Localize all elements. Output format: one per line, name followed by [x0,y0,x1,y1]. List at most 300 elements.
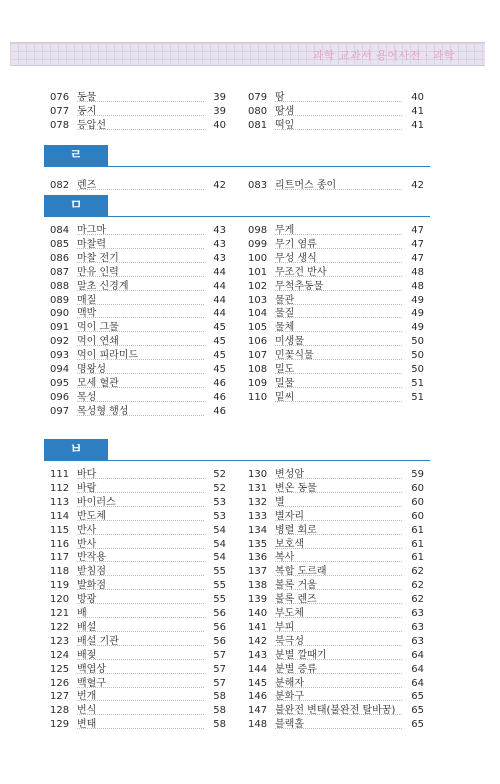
entry-number: 143 [248,649,268,661]
entry-number: 102 [248,280,268,292]
entry-term: 변성암 [275,469,304,480]
entry-page: 59 [411,469,424,480]
index-entry[interactable] [50,551,226,565]
entry-page: 58 [213,705,226,717]
entry-term: 렌즈 [77,180,97,191]
index-entry[interactable] [248,105,424,119]
index-entry[interactable] [50,677,226,691]
entry-number: 139 [248,594,268,606]
entry-term: 부도체 [275,608,304,619]
entry-term: 목성형 행성 [77,405,129,417]
leader-dots [275,101,402,102]
entry-term: 무척추동물 [275,280,324,292]
entry-term: 물체 [275,322,295,334]
entry-term: 복사 [275,552,295,564]
entry-number: 083 [248,180,268,191]
entry-term: 먹이 연쇄 [77,336,119,348]
section-letter-tab: ㅂ [44,439,108,461]
entry-term: 분별 증류 [275,663,317,675]
entry-term: 리트머스 종이 [275,180,337,191]
entry-page: 47 [411,225,424,236]
entry-number: 110 [248,391,268,403]
entry-number: 091 [50,322,70,334]
index-entry[interactable] [50,538,226,552]
entry-term: 배젖 [77,649,97,661]
entry-number: 111 [50,469,70,480]
entry-term: 분별 깔때기 [275,649,327,661]
entry-term: 목성 [77,391,97,403]
entry-term: 반도체 [77,510,106,522]
index-entry[interactable] [50,321,226,335]
entry-number: 080 [248,105,268,117]
entry-term: 반사 [77,524,97,536]
index-entry[interactable] [248,91,424,105]
entry-page: 41 [411,105,424,117]
entry-page: 52 [213,482,226,494]
entry-number: 132 [248,496,268,508]
entry-page: 51 [411,391,424,403]
entry-number: 109 [248,377,268,389]
entry-number: 098 [248,225,268,236]
index-entry[interactable] [248,363,424,377]
entry-number: 082 [50,180,70,191]
entry-term: 맥박 [77,308,97,320]
top-margin [0,0,500,40]
index-entry[interactable] [50,649,226,663]
index-entry[interactable] [50,621,226,635]
entry-term: 배 [77,608,87,619]
entry-term: 발화점 [77,580,106,592]
index-entry[interactable] [50,635,226,649]
entry-term: 번식 [77,705,97,717]
entry-page: 60 [411,510,424,522]
entry-number: 141 [248,621,268,633]
entry-number: 142 [248,635,268,647]
entry-number: 136 [248,552,268,564]
entry-page: 61 [411,524,424,536]
index-entry[interactable] [50,335,226,349]
entry-number: 088 [50,280,70,292]
index-entry[interactable] [50,280,226,294]
entry-term: 떡잎 [275,119,295,131]
entry-page: 50 [411,350,424,362]
entry-page: 48 [411,266,424,278]
entry-page: 40 [213,119,226,131]
section-header [44,145,430,167]
index-entry[interactable] [50,524,226,538]
running-header [10,42,485,66]
index-entry[interactable] [248,621,424,635]
entry-page: 50 [411,336,424,348]
index-entry[interactable] [50,91,226,105]
entry-number: 093 [50,350,70,362]
entry-page: 39 [213,105,226,117]
index-entry[interactable] [50,704,226,718]
entry-number: 118 [50,566,70,578]
entry-page: 64 [411,677,424,689]
entry-page: 44 [213,280,226,292]
section-rule [108,166,430,167]
entry-page: 49 [411,322,424,334]
section-rule [108,216,430,217]
index-entry[interactable] [50,579,226,593]
index-entry[interactable] [50,718,226,732]
index-entry[interactable] [50,105,226,119]
entry-page: 62 [411,594,424,606]
section-letter-tab: ㅁ [44,195,108,217]
entry-page: 61 [411,538,424,550]
entry-page: 54 [213,538,226,550]
index-entry[interactable] [50,468,226,482]
index-entry[interactable] [50,663,226,677]
index-entry[interactable] [50,496,226,510]
entry-term: 밑씨 [275,391,295,403]
entry-number: 076 [50,92,70,103]
index-entry[interactable] [248,321,424,335]
entry-page: 63 [411,635,424,647]
index-entry[interactable] [50,179,226,193]
running-header-title: 과학 교과서 용어사전 · 과학 [312,49,455,62]
section-rule [108,460,430,461]
entry-number: 122 [50,621,70,633]
index-entry[interactable] [50,391,226,405]
entry-number: 100 [248,252,268,264]
entry-number: 105 [248,322,268,334]
entry-term: 무조건 반사 [275,266,327,278]
entry-number: 086 [50,252,70,264]
entry-page: 43 [213,225,226,236]
index-entry[interactable] [248,718,424,732]
index-entry[interactable] [248,524,424,538]
entry-number: 128 [50,705,70,717]
index-entry[interactable] [50,482,226,496]
entry-number: 123 [50,635,70,647]
entry-number: 137 [248,566,268,578]
entry-number: 096 [50,391,70,403]
entry-page: 55 [213,580,226,592]
entry-number: 084 [50,225,70,236]
index-entry[interactable] [248,690,424,704]
entry-number: 135 [248,538,268,550]
entry-term: 미생물 [275,336,304,348]
entry-number: 106 [248,336,268,348]
entry-term: 별 [275,496,285,508]
entry-page: 49 [411,294,424,306]
index-entry[interactable] [50,349,226,363]
index-entry[interactable] [50,307,226,321]
entry-term: 병렬 회로 [275,524,317,536]
section-header [44,195,430,217]
entry-number: 079 [248,92,268,103]
index-entry[interactable] [50,405,226,419]
entry-page: 58 [213,719,226,731]
entry-term: 방광 [77,594,97,606]
entry-term: 배설 기관 [77,635,119,647]
entry-number: 107 [248,350,268,362]
index-entry[interactable] [248,280,424,294]
entry-number: 145 [248,677,268,689]
entry-page: 44 [213,266,226,278]
entry-page: 57 [213,649,226,661]
entry-term: 배설 [77,621,97,633]
index-entry[interactable] [50,565,226,579]
index-entry[interactable] [248,238,424,252]
entry-page: 42 [411,180,424,191]
entry-page: 51 [411,377,424,389]
entry-page: 63 [411,621,424,633]
index-entry[interactable] [248,335,424,349]
entry-number: 081 [248,119,268,131]
entry-page: 65 [411,705,424,717]
entry-term: 백혈구 [77,677,106,689]
entry-page: 44 [213,294,226,306]
index-entry[interactable] [50,690,226,704]
entry-number: 131 [248,482,268,494]
entry-number: 117 [50,552,70,564]
entry-page: 60 [411,482,424,494]
entry-term: 받침점 [77,566,106,578]
entry-page: 56 [213,635,226,647]
entry-number: 147 [248,705,268,717]
entry-number: 094 [50,364,70,375]
entry-number: 104 [248,308,268,320]
entry-page: 43 [213,238,226,250]
entry-page: 61 [411,552,424,564]
entry-page: 55 [213,566,226,578]
entry-page: 47 [411,238,424,250]
index-entry[interactable] [248,307,424,321]
entry-term: 복합 도르래 [275,566,327,578]
entry-number: 077 [50,105,70,117]
index-entry[interactable] [248,677,424,691]
entry-number: 097 [50,405,70,417]
entry-page: 45 [213,364,226,375]
index-entry[interactable] [248,538,424,552]
entry-term: 동지 [77,105,97,117]
entry-term: 등압선 [77,119,106,131]
index-entry[interactable] [248,266,424,280]
entry-term: 마찰 전기 [77,252,119,264]
index-entry[interactable] [248,510,424,524]
entry-term: 마그마 [77,225,106,236]
entry-term: 반사 [77,538,97,550]
entry-number: 126 [50,677,70,689]
entry-number: 092 [50,336,70,348]
entry-page: 43 [213,252,226,264]
index-entry[interactable] [50,593,226,607]
index-entry[interactable] [248,551,424,565]
entry-number: 127 [50,691,70,703]
entry-term: 물질 [275,308,295,320]
entry-number: 134 [248,524,268,536]
entry-term: 만유 인력 [77,266,119,278]
entry-number: 101 [248,266,268,278]
entry-number: 112 [50,482,70,494]
entry-term: 밀물 [275,377,295,389]
entry-term: 변태 [77,719,97,731]
entry-term: 먹이 피라미드 [77,350,139,362]
entry-number: 129 [50,719,70,731]
index-entry[interactable] [248,607,424,621]
entry-term: 말초 신경계 [77,280,129,292]
index-entry[interactable] [248,391,424,405]
index-entry[interactable] [50,607,226,621]
index-entry[interactable] [248,635,424,649]
entry-term: 매질 [77,294,97,306]
entry-term: 볼록 렌즈 [275,594,317,606]
entry-page: 56 [213,608,226,619]
entry-term: 보호색 [275,538,304,550]
entry-page: 40 [411,92,424,103]
index-entry[interactable] [248,377,424,391]
entry-term: 동물 [77,92,97,103]
entry-number: 114 [50,510,70,522]
entry-number: 095 [50,377,70,389]
entry-page: 64 [411,663,424,675]
entry-number: 103 [248,294,268,306]
index-entry[interactable] [248,224,424,238]
index-entry[interactable] [248,252,424,266]
entry-page: 46 [213,377,226,389]
entry-number: 120 [50,594,70,606]
index-entry[interactable] [248,179,424,193]
index-entry[interactable] [50,266,226,280]
entry-page: 58 [213,691,226,703]
entry-page: 65 [411,691,424,703]
entry-term: 먹이 그물 [77,322,119,334]
index-entry[interactable] [248,593,424,607]
entry-number: 133 [248,510,268,522]
section-header [44,439,430,461]
entry-number: 125 [50,663,70,675]
entry-page: 57 [213,677,226,689]
leader-dots [275,506,402,507]
entry-page: 62 [411,566,424,578]
entry-page: 50 [411,364,424,375]
entry-page: 41 [411,119,424,131]
entry-term: 반작용 [77,552,106,564]
entry-page: 44 [213,308,226,320]
entry-page: 45 [213,350,226,362]
entry-term: 분해자 [275,677,304,689]
entry-term: 명왕성 [77,364,106,375]
index-entry[interactable] [50,119,226,133]
entry-number: 108 [248,364,268,375]
entry-term: 부피 [275,621,295,633]
entry-page: 57 [213,663,226,675]
index-entry[interactable] [248,496,424,510]
entry-page: 47 [411,252,424,264]
entry-page: 45 [213,322,226,334]
entry-page: 60 [411,496,424,508]
entry-page: 53 [213,496,226,508]
index-entry[interactable] [248,649,424,663]
entry-term: 땀 [275,92,285,103]
entry-term: 분화구 [275,691,304,703]
leader-dots [77,617,204,618]
index-entry[interactable] [248,704,424,718]
entry-page: 56 [213,621,226,633]
index-entry[interactable] [248,119,424,133]
entry-term: 백엽상 [77,663,106,675]
entry-term: 마찰력 [77,238,106,250]
entry-page: 45 [213,336,226,348]
entry-page: 48 [411,280,424,292]
entry-page: 55 [213,594,226,606]
entry-page: 54 [213,524,226,536]
entry-page: 46 [213,405,226,417]
entry-number: 116 [50,538,70,550]
entry-page: 46 [213,391,226,403]
index-entry[interactable] [50,363,226,377]
index-entry[interactable] [248,579,424,593]
index-entry[interactable] [50,377,226,391]
entry-term: 볼록 거울 [275,580,317,592]
entry-term: 무기 염류 [275,238,317,250]
entry-term: 북극성 [275,635,304,647]
entry-term: 바이러스 [77,496,116,508]
index-entry[interactable] [248,294,424,308]
entry-page: 62 [411,580,424,592]
section-letter-tab: ㄹ [44,145,108,167]
entry-page: 49 [411,308,424,320]
index-entry[interactable] [50,294,226,308]
entry-number: 146 [248,691,268,703]
index-entry[interactable] [50,238,226,252]
entry-number: 113 [50,496,70,508]
entry-page: 53 [213,510,226,522]
entry-number: 148 [248,719,268,731]
entry-term: 번개 [77,691,97,703]
entry-term: 무성 생식 [275,252,317,264]
entry-term: 땀샘 [275,105,295,117]
entry-page: 64 [411,649,424,661]
index-entry[interactable] [248,565,424,579]
entry-term: 민꽃식물 [275,350,314,362]
entry-number: 087 [50,266,70,278]
entry-term: 밀도 [275,364,295,375]
entry-number: 085 [50,238,70,250]
entry-term: 물관 [275,294,295,306]
entry-number: 089 [50,294,70,306]
entry-number: 140 [248,608,268,619]
index-entry[interactable] [50,252,226,266]
entry-term: 별자리 [275,510,304,522]
entry-page: 39 [213,92,226,103]
entry-term: 무게 [275,225,295,236]
entry-number: 121 [50,608,70,619]
index-entry[interactable] [50,224,226,238]
entry-page: 42 [213,180,226,191]
entry-page: 63 [411,608,424,619]
entry-number: 099 [248,238,268,250]
entry-term: 모세 혈관 [77,377,119,389]
index-entry[interactable] [248,663,424,677]
entry-number: 130 [248,469,268,480]
index-entry[interactable] [248,468,424,482]
entry-term: 변온 동물 [275,482,317,494]
entry-number: 115 [50,524,70,536]
entry-number: 138 [248,580,268,592]
entry-term: 불완전 변태(불완전 탈바꿈) [275,705,396,717]
index-entry[interactable] [248,349,424,363]
entry-number: 124 [50,649,70,661]
entry-page: 65 [411,719,424,731]
index-entry[interactable] [248,482,424,496]
index-entry[interactable] [50,510,226,524]
entry-number: 078 [50,119,70,131]
entry-term: 바람 [77,482,97,494]
